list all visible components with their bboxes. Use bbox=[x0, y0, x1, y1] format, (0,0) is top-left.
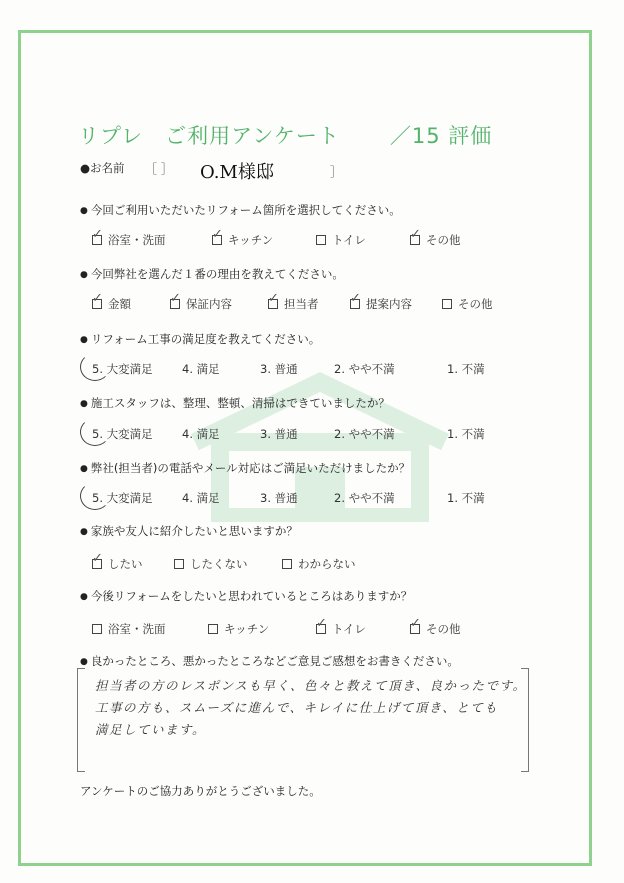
checkbox[interactable] bbox=[316, 616, 327, 634]
checkbox[interactable] bbox=[410, 616, 421, 634]
scale-label: 1. 不満 bbox=[447, 362, 485, 376]
q1-option-4[interactable] bbox=[410, 227, 461, 248]
check-mark-icon: ✓ bbox=[350, 291, 361, 306]
q5-scale-option-2[interactable] bbox=[334, 490, 395, 506]
scale-label: 1. 不満 bbox=[447, 491, 485, 505]
check-mark-icon: ✓ bbox=[170, 291, 181, 306]
comment-line-3: 満足しています。 bbox=[95, 722, 207, 737]
q3-question: ● リフォーム工事の満足度を教えてください。 bbox=[80, 331, 320, 347]
option-label: その他 bbox=[426, 622, 461, 636]
checkbox[interactable] bbox=[350, 291, 361, 309]
name-value: O.M様邸 bbox=[200, 162, 274, 183]
check-mark-icon: ✓ bbox=[410, 616, 421, 631]
q3-scale-option-5[interactable] bbox=[92, 361, 153, 377]
scale-label: 3. 普通 bbox=[260, 491, 298, 505]
q8-question: ● 良かったところ、悪かったところなどご意見ご感想をお書きください。 bbox=[80, 653, 459, 669]
q5-scale-option-5[interactable] bbox=[92, 490, 153, 506]
thanks-message: アンケートのご協力ありがとうございました。 bbox=[80, 784, 321, 798]
q1-option-3[interactable] bbox=[316, 232, 366, 248]
option-label: 提案内容 bbox=[366, 297, 412, 311]
q7-option-2[interactable] bbox=[208, 621, 269, 637]
q5-scale-option-1[interactable] bbox=[447, 490, 485, 506]
checkbox[interactable] bbox=[92, 624, 102, 634]
selected-circle-mark bbox=[80, 353, 110, 381]
name-bracket-open: ［ ］ bbox=[145, 162, 173, 176]
score-label: ／15 評価 bbox=[389, 124, 493, 148]
scale-label: 4. 満足 bbox=[182, 362, 220, 376]
checkbox[interactable] bbox=[316, 235, 326, 245]
checkbox[interactable] bbox=[282, 559, 292, 569]
checkbox[interactable] bbox=[212, 227, 223, 245]
checkbox[interactable] bbox=[268, 291, 279, 309]
q6-option-2[interactable] bbox=[174, 556, 248, 572]
q7-option-1[interactable] bbox=[92, 621, 166, 637]
q7-option-3[interactable] bbox=[316, 616, 366, 637]
option-label: 浴室・洗面 bbox=[108, 233, 166, 247]
check-mark-icon: ✓ bbox=[410, 227, 421, 242]
q7-option-4[interactable] bbox=[410, 616, 461, 637]
q4-question: ● 施工スタッフは、整理、整頓、清掃はできていましたか？ bbox=[80, 395, 390, 411]
q1-option-1[interactable] bbox=[92, 227, 166, 248]
checkbox[interactable] bbox=[442, 299, 452, 309]
form-title: リプレ ご利用アンケート ／15 評価 bbox=[78, 124, 493, 148]
q2-option-5[interactable] bbox=[442, 296, 493, 312]
q1-question: ● 今回ご利用いただいたリフォーム箇所を選択してください。 bbox=[80, 202, 401, 218]
q2-question: ● 今回弊社を選んだ１番の理由を教えてください。 bbox=[80, 266, 344, 282]
q5-scale-option-3[interactable] bbox=[260, 490, 298, 506]
q3-scale-option-3[interactable] bbox=[260, 361, 298, 377]
checkbox[interactable] bbox=[92, 551, 103, 569]
checkbox[interactable] bbox=[208, 624, 218, 634]
q2-option-4[interactable] bbox=[350, 291, 412, 312]
scale-label: 4. 満足 bbox=[182, 427, 220, 441]
q5-question: ● 弊社(担当者)の電話やメール対応はご満足いただけましたか？ bbox=[80, 460, 410, 476]
q2-option-2[interactable] bbox=[170, 291, 232, 312]
q4-scale-option-4[interactable] bbox=[182, 426, 220, 442]
scale-label: 1. 不満 bbox=[447, 427, 485, 441]
option-label: 担当者 bbox=[284, 297, 319, 311]
check-mark-icon: ✓ bbox=[316, 616, 327, 631]
selected-circle-mark bbox=[80, 418, 110, 446]
q4-scale-option-3[interactable] bbox=[260, 426, 298, 442]
option-label: トイレ bbox=[332, 622, 366, 636]
q1-option-2[interactable] bbox=[212, 227, 274, 248]
check-mark-icon: ✓ bbox=[212, 227, 223, 242]
scale-label: 2. やや不満 bbox=[334, 427, 395, 441]
option-label: トイレ bbox=[332, 233, 366, 247]
checkbox[interactable] bbox=[174, 559, 184, 569]
q6-option-3[interactable] bbox=[282, 556, 356, 572]
checkbox[interactable] bbox=[92, 227, 103, 245]
q6-question: ● 家族や友人に紹介したいと思いますか？ bbox=[80, 523, 298, 539]
q2-option-1[interactable] bbox=[92, 291, 131, 312]
option-label: したい bbox=[108, 557, 143, 571]
option-label: その他 bbox=[458, 297, 493, 311]
scale-label: 5. 大変満足 bbox=[92, 491, 153, 505]
scale-label: 3. 普通 bbox=[260, 362, 298, 376]
q4-scale-option-1[interactable] bbox=[447, 426, 485, 442]
q3-scale-option-4[interactable] bbox=[182, 361, 220, 377]
checkbox[interactable] bbox=[170, 291, 181, 309]
q6-option-1[interactable] bbox=[92, 551, 143, 572]
comment-line-2: 工事の方も、スムーズに進んで、キレイに仕上げて頂き、とても bbox=[95, 700, 499, 715]
q2-option-3[interactable] bbox=[268, 291, 319, 312]
q3-scale-option-1[interactable] bbox=[447, 361, 485, 377]
selected-circle-mark bbox=[80, 482, 110, 510]
scale-label: 5. 大変満足 bbox=[92, 362, 153, 376]
q7-question: ● 今後リフォームをしたいと思われているところはありますか？ bbox=[80, 588, 412, 604]
option-label: 浴室・洗面 bbox=[108, 622, 166, 636]
scale-label: 3. 普通 bbox=[260, 427, 298, 441]
check-mark-icon: ✓ bbox=[92, 291, 103, 306]
name-bracket-close: ］ bbox=[330, 165, 343, 179]
q3-scale-option-2[interactable] bbox=[334, 361, 395, 377]
option-label: キッチン bbox=[224, 622, 270, 636]
scale-label: 4. 満足 bbox=[182, 491, 220, 505]
check-mark-icon: ✓ bbox=[92, 227, 103, 242]
check-mark-icon: ✓ bbox=[92, 551, 103, 566]
check-mark-icon: ✓ bbox=[268, 291, 279, 306]
scale-label: 2. やや不満 bbox=[334, 491, 395, 505]
comment-line-1: 担当者の方のレスポンスも早く、色々と教えて頂き、良かったです。 bbox=[95, 678, 527, 693]
q4-scale-option-5[interactable] bbox=[92, 426, 153, 442]
option-label: 保証内容 bbox=[186, 297, 232, 311]
checkbox[interactable] bbox=[92, 291, 103, 309]
scale-label: 5. 大変満足 bbox=[92, 427, 153, 441]
option-label: したくない bbox=[190, 557, 248, 571]
option-label: その他 bbox=[426, 233, 461, 247]
scale-label: 2. やや不満 bbox=[334, 362, 395, 376]
checkbox[interactable] bbox=[410, 227, 421, 245]
option-label: 金額 bbox=[108, 297, 131, 311]
option-label: キッチン bbox=[228, 233, 274, 247]
option-label: わからない bbox=[298, 557, 356, 571]
q5-scale-option-4[interactable] bbox=[182, 490, 220, 506]
q4-scale-option-2[interactable] bbox=[334, 426, 395, 442]
name-label-line: ●お名前 bbox=[80, 161, 125, 175]
